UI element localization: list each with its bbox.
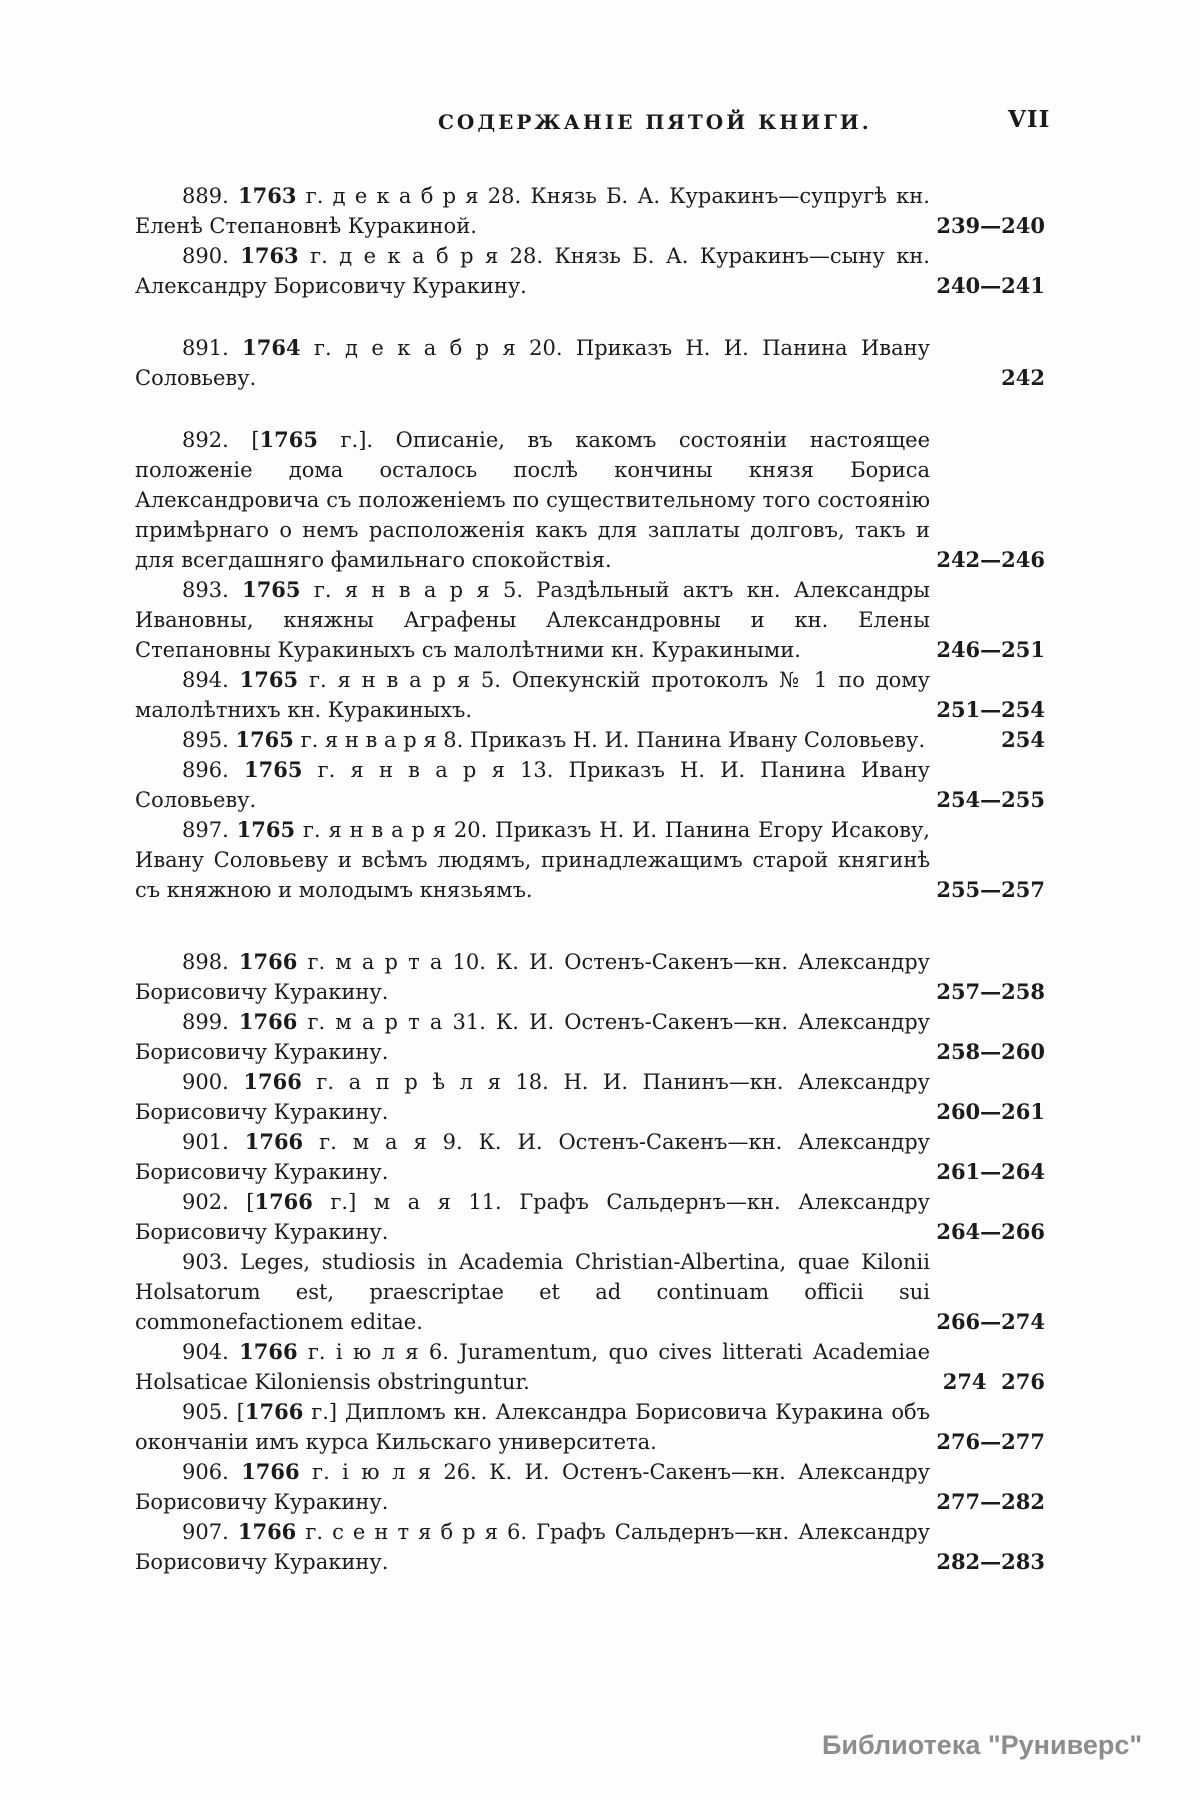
entry-description: г. м а р т а 31. К. И. Остенъ-Сакенъ—кн. Александру Борисовичу Куракину.	[135, 1010, 930, 1064]
toc-entry	[135, 665, 1045, 725]
entry-year: 1766	[254, 1189, 313, 1214]
entry-number: 889.	[182, 184, 229, 208]
entry-year: 1766	[241, 1459, 300, 1484]
entry-year: 1764	[242, 335, 301, 360]
entry-pages: 276—277	[936, 1429, 1045, 1454]
entry-number: 906.	[182, 1460, 229, 1484]
entry-year: 1765	[242, 577, 301, 602]
entry-text	[135, 665, 930, 725]
entry-description: г. с е н т я б р я 6. Графъ Сальдернъ—кн. Александру Борисовичу Куракину.	[135, 1520, 930, 1574]
entry-number: 895.	[182, 728, 229, 752]
toc-entry	[135, 947, 1045, 1007]
entry-number: 892.	[182, 428, 229, 452]
entry-pages: 242	[1001, 365, 1045, 390]
entry-pages: 246—251	[936, 637, 1045, 662]
entry-text	[135, 241, 930, 301]
toc-entry	[135, 1067, 1045, 1127]
toc-entry	[135, 755, 1045, 815]
toc-entry	[135, 1457, 1045, 1517]
entry-year: 1766	[238, 949, 298, 974]
entry-year: 1766	[237, 1519, 297, 1544]
toc-entry	[135, 333, 1045, 393]
entry-number: 901.	[182, 1130, 229, 1154]
entry-pages: 282—283	[936, 1549, 1045, 1574]
entry-number: 907.	[182, 1520, 229, 1544]
entry-year: 1766	[238, 1009, 298, 1034]
entry-year: 1763	[240, 243, 299, 268]
entry-number: 893.	[182, 578, 229, 602]
entry-pages: 239—240	[936, 213, 1045, 238]
entry-year: 1765	[243, 757, 303, 782]
entry-number: 905.	[182, 1400, 229, 1424]
entry-text: 902. [1766 г.] м а я 11. Графъ Сальдернъ—кн. Александру Борисовичу Куракину.	[135, 1189, 930, 1244]
entry-year: 1763	[238, 183, 297, 208]
entry-pages: 257—258	[936, 979, 1045, 1004]
toc-entry	[135, 425, 1045, 575]
toc-entry	[135, 1517, 1045, 1577]
entry-description: г. д е к а б р я 28. Князь Б. А. Куракинъ—сыну кн. Александру Борисовичу Куракину.	[135, 244, 930, 298]
entry-description: г. я н в а р я 5. Раздѣльный актъ кн. Александры Ивановны, княжны Аграфены Александровны и кн. Елены Степановны Куракиныхъ съ малолѣтними кн. Куракиными.	[135, 578, 930, 662]
entry-number: 899.	[182, 1010, 229, 1034]
entry-text	[135, 575, 930, 665]
entry-pages: 266—274	[936, 1309, 1045, 1334]
entry-year: 1766	[244, 1129, 304, 1154]
entry-pages: 255—257	[936, 877, 1045, 902]
watermark: Библиотека "Руниверс"	[822, 1730, 1143, 1760]
entry-pages: 264—266	[936, 1219, 1045, 1244]
entry-text	[135, 1127, 930, 1187]
entry-number: 894.	[182, 668, 229, 692]
entry-text: 892. [1765 г.]. Описаніе, въ какомъ состояніи настоящее положеніе дома осталось послѣ кончины князя Бориса Александровича съ положеніемъ по существительному того состоянію примѣрнаго о немъ расположенія какъ для заплаты долговъ, такъ и для всегдашняго фамильнаго спокойствія.	[135, 427, 930, 572]
entry-description: г.] Дипломъ кн. Александра Борисовича Куракина объ окончаніи имъ курса Кильскаго университета.	[135, 1400, 930, 1454]
toc-entry	[135, 241, 1045, 301]
entry-pages: 251—254	[936, 697, 1045, 722]
toc-entry	[135, 725, 1045, 755]
toc-entry	[135, 1187, 1045, 1247]
entry-text	[135, 1517, 930, 1577]
entry-text	[135, 1067, 930, 1127]
toc-entry	[135, 1337, 1045, 1397]
toc-entry	[135, 1247, 1045, 1337]
entry-number: 896.	[182, 758, 229, 782]
entry-number: 903.	[182, 1250, 229, 1274]
entry-text	[135, 181, 930, 241]
entry-description: г. м а р т а 10. К. И. Остенъ-Сакенъ—кн. Александру Борисовичу Куракину.	[135, 950, 930, 1004]
entry-year: 1765	[235, 727, 294, 752]
entry-pages: 240—241	[936, 273, 1045, 298]
entry-pages: 242—246	[936, 547, 1045, 572]
entry-description: г. я н в а р я 20. Приказъ Н. И. Панина Егору Исакову, Ивану Соловьеву и всѣмъ людямъ, принадлежащимъ старой княгинѣ съ княжною и молодымъ князьямъ.	[135, 818, 930, 902]
entry-number: 898.	[182, 950, 229, 974]
entry-description: Leges, studiosis in Academia Christian-Albertina, quae Kilonii Holsatorum est, praescriptae et ad continuam officii sui commonefactionem editae.	[135, 1250, 930, 1334]
entry-text	[135, 947, 930, 1007]
entry-year: 1766	[239, 1339, 298, 1364]
entry-description: г. д е к а б р я 28. Князь Б. А. Куракинъ—супругѣ кн. Еленѣ Степановнѣ Куракиной.	[135, 184, 930, 238]
entry-text	[135, 1247, 930, 1337]
entry-pages: 254—255	[936, 787, 1045, 812]
entry-pages: 254	[1001, 727, 1045, 752]
entry-text	[135, 1337, 930, 1397]
entry-number: 897.	[182, 818, 229, 842]
entry-text	[135, 755, 930, 815]
entry-number: 902.	[182, 1190, 229, 1214]
entry-pages: 261—264	[936, 1159, 1045, 1184]
entry-number: 904.	[182, 1340, 229, 1364]
entry-year: 1765	[239, 667, 299, 692]
entry-text: 905. [1766 г.] Дипломъ кн. Александра Борисовича Куракина объ окончаніи имъ курса Кильскаго университета.	[135, 1399, 930, 1454]
entry-description: г. д е к а б р я 20. Приказъ Н. И. Панина Ивану Соловьеву.	[135, 336, 930, 390]
entry-description: г. і ю л я 26. К. И. Остенъ-Сакенъ—кн. Александру Борисовичу Куракину.	[135, 1460, 930, 1514]
page-number: VII	[1008, 106, 1051, 133]
entry-year: 1766	[243, 1069, 302, 1094]
entry-text	[135, 333, 930, 393]
entry-description: г. я н в а р я 8. Приказъ Н. И. Панина Ивану Соловьеву.	[293, 728, 926, 752]
entry-number: 890.	[182, 244, 229, 268]
entry-text	[135, 1457, 930, 1517]
entry-description: г. і ю л я 6. Juramentum, quo cives litterati Academiae Holsaticae Kiloniensis obstringuntur.	[135, 1340, 930, 1394]
entry-description: г.]. Описаніе, въ какомъ состояніи настоящее положеніе дома осталось послѣ кончины князя Бориса Александровича съ положеніемъ по существительному того состоянію примѣрнаго о немъ расположенія какъ для заплаты долговъ, такъ и для всегдашняго фамильнаго спокойствія.	[135, 428, 930, 572]
entry-year: 1765	[236, 817, 296, 842]
entry-year: 1766	[244, 1399, 304, 1424]
toc-entry	[135, 575, 1045, 665]
entry-pages: 258—260	[936, 1039, 1045, 1064]
entry-year: 1765	[259, 427, 318, 452]
entry-text	[135, 815, 930, 905]
page-title: СОДЕРЖАНІЕ ПЯТОЙ КНИГИ.	[438, 110, 872, 134]
entry-description: г. я н в а р я 5. Опекунскій протоколъ № 1 по дому малолѣтнихъ кн. Куракиныхъ.	[135, 668, 930, 722]
entry-pages: 277—282	[936, 1489, 1045, 1514]
toc-entry	[135, 1127, 1045, 1187]
entry-description: г. а п р ѣ л я 18. Н. И. Панинъ—кн. Александру Борисовичу Куракину.	[135, 1070, 930, 1124]
toc-entries	[135, 181, 1045, 1577]
entry-description: г. я н в а р я 13. Приказъ Н. И. Панина Ивану Соловьеву.	[135, 758, 930, 812]
toc-entry	[135, 1397, 1045, 1457]
entry-description: г.] м а я 11. Графъ Сальдернъ—кн. Александру Борисовичу Куракину.	[135, 1190, 930, 1244]
toc-entry	[135, 815, 1045, 905]
entry-number: 900.	[182, 1070, 229, 1094]
entry-pages: 260—261	[936, 1099, 1045, 1124]
toc-entry	[135, 181, 1045, 241]
toc-entry	[135, 1007, 1045, 1067]
entry-number: 891.	[182, 336, 229, 360]
entry-description: г. м а я 9. К. И. Остенъ-Сакенъ—кн. Александру Борисовичу Куракину.	[135, 1130, 930, 1184]
entry-pages: 274 276	[942, 1369, 1045, 1394]
entry-text	[135, 1007, 930, 1067]
entry-text	[135, 725, 930, 755]
